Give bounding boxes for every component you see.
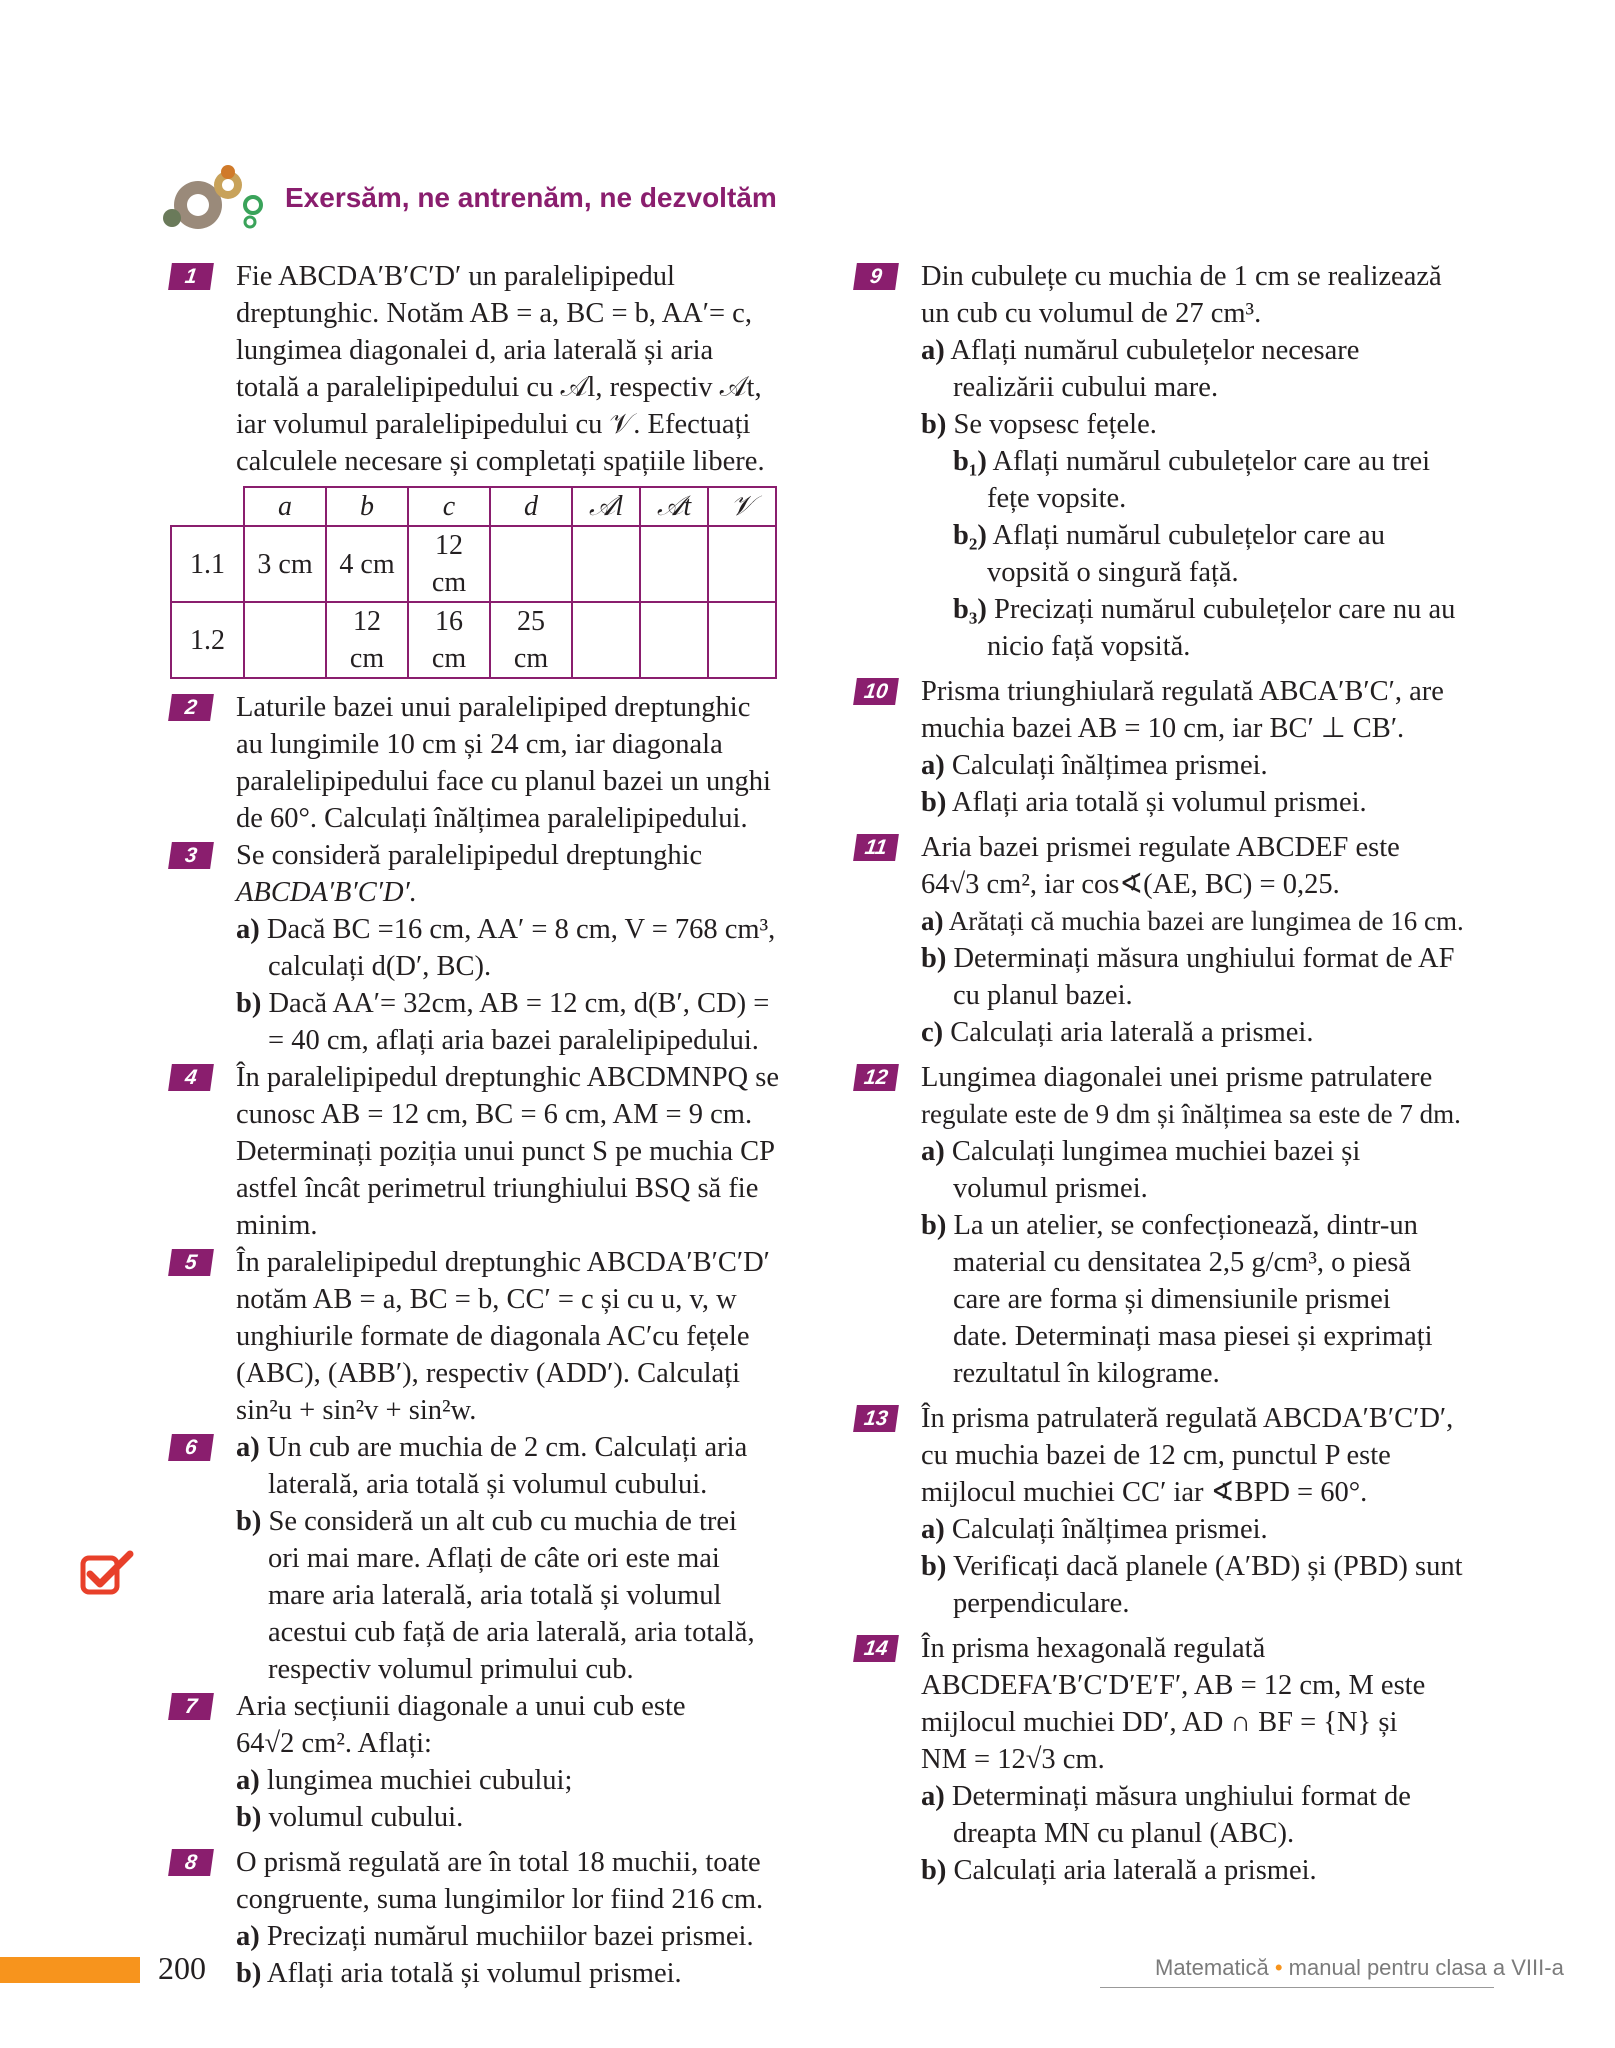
subpoint-text: Calculați înălțimea prismei. [951, 750, 1268, 781]
subpoint-text: Aflați numărul cubulețelor care au trei [992, 446, 1431, 477]
subpoint-text: ori mai mare. Aflați de câte ori este mai [268, 1543, 720, 1574]
table-cell [708, 526, 776, 602]
table-header-cell: 𝒜l [572, 487, 640, 526]
subpoint-label: b) [921, 787, 947, 818]
subpoint-text: Precizați numărul cubulețelor care nu au [994, 594, 1456, 625]
subpoint-label: a) [921, 335, 945, 366]
subpoint-text: Un cub are muchia de 2 cm. Calculați aria [266, 1432, 748, 1463]
subpoint-text: cu planul bazei. [953, 980, 1133, 1011]
table-header-cell: 𝒜t [640, 487, 708, 526]
exercise-text: Prisma triunghiulară regulată ABCA′B′C′, are [921, 676, 1444, 707]
exercise-3 [170, 837, 820, 1059]
book-title [1155, 1955, 1564, 1981]
subpoint-text: material cu densitatea 2,5 g/cm³, o piesă [953, 1247, 1412, 1278]
subpoint-text: Verificați dacă planele (A′BD) și (PBD) sunt [952, 1551, 1463, 1582]
exercise-number-badge: 12 [853, 1064, 899, 1091]
table-row [171, 602, 776, 678]
table-cell [640, 526, 708, 602]
subpoint-label: b₂) [953, 520, 987, 551]
subpoint-label: a) [236, 914, 260, 945]
footer-bar [0, 1957, 140, 1983]
subpoint-text: Arătați că muchia bazei are lungimea de 16 cm. [948, 906, 1464, 936]
exercise-text: regulate este de 9 dm și înălțimea sa este de 7 dm. [921, 1099, 1461, 1129]
subpoint-text: Calculați aria laterală a prismei. [953, 1855, 1317, 1886]
exercise-number-badge: 10 [853, 678, 899, 705]
subpoint-label: b) [921, 1855, 947, 1886]
exercise-number-badge: 8 [168, 1849, 214, 1876]
left-column [170, 258, 820, 1992]
subpoint-text: date. Determinați masa piesei și exprimați [953, 1321, 1433, 1352]
exercise-text: NM = 12√3 cm. [921, 1744, 1105, 1775]
subpoint-label: b) [921, 1210, 947, 1241]
subpoint-text: mare aria laterală, aria totală și volumul [268, 1580, 722, 1611]
exercise-text: O prismă regulată are în total 18 muchii, toate [236, 1847, 761, 1878]
table-cell [572, 602, 640, 678]
subpoint-text: volumul cubului. [268, 1802, 464, 1833]
subpoint-label: b₃) [953, 594, 987, 625]
subpoint-label: a) [921, 1136, 945, 1167]
exercise-number-badge: 9 [853, 263, 899, 290]
subpoint-label: b₁) [953, 446, 987, 477]
subpoint-label: b) [921, 1551, 947, 1582]
exercise-text: sin²u + sin²v + sin²w. [236, 1395, 477, 1426]
table-cell [490, 526, 572, 602]
subpoint-text: Calculați aria laterală a prismei. [950, 1017, 1314, 1048]
exercise-text: congruente, suma lungimilor lor fiind 216 cm. [236, 1884, 764, 1915]
exercise-number-badge: 6 [168, 1434, 214, 1461]
exercise-number-badge: 13 [853, 1405, 899, 1432]
exercise-1 [170, 258, 820, 480]
exercise-text: Aria secțiunii diagonale a unui cub este [236, 1691, 686, 1722]
exercise-text: 64√2 cm². Aflați: [236, 1728, 432, 1759]
table-cell: 3 cm [244, 526, 326, 602]
exercise-text: Determinați poziția unui punct S pe muchia CP [236, 1136, 776, 1167]
subpoint-text: perpendiculare. [953, 1588, 1130, 1619]
table-cell [572, 526, 640, 602]
exercise-text: Fie ABCDA′B′C′D′ un paralelipipedul [236, 261, 675, 292]
subpoint-label: b) [236, 988, 262, 1019]
page-number: 200 [158, 1950, 206, 1986]
table-cell [708, 602, 776, 678]
exercise-number-badge: 1 [168, 263, 214, 290]
table-cell: 1.1 [171, 526, 244, 602]
exercise-14 [855, 1630, 1495, 1889]
exercise-text: (ABC), (ABB′), respectiv (ADD′). Calculați [236, 1358, 740, 1389]
exercise-11 [855, 829, 1495, 1051]
exercise-text: Din cubulețe cu muchia de 1 cm se realizează [921, 261, 1442, 292]
exercise-text: În prisma hexagonală regulată [921, 1633, 1266, 1664]
exercise-number-badge: 4 [168, 1064, 214, 1091]
subpoint-text: lungimea muchiei cubului; [266, 1765, 573, 1796]
exercise-text: Se consideră paralelipipedul dreptunghic [236, 840, 703, 871]
exercise-text: unghiurile formate de diagonala AC′cu fețele [236, 1321, 750, 1352]
exercise-text: iar volumul paralelipipedului cu 𝒱. Efectuați [236, 409, 751, 440]
subpoint-text: rezultatul în kilograme. [953, 1358, 1220, 1389]
subpoint-text: Aflați numărul cubulețelor care au [992, 520, 1385, 551]
exercise-text: mijlocul muchiei DD′, AD ∩ BF = {N} și [921, 1707, 1398, 1738]
exercise-4 [170, 1059, 820, 1244]
exercise-text: calculele necesare și completați spațiile libere. [236, 446, 765, 477]
exercise-9 [855, 258, 1495, 665]
gears-icon [158, 160, 268, 245]
subpoint-label: b) [921, 409, 947, 440]
exercise-2 [170, 689, 820, 837]
table-header-cell: c [408, 487, 490, 526]
exercise-number-badge: 14 [853, 1635, 899, 1662]
subpoint-text: = 40 cm, aflați aria bazei paralelipipedului. [268, 1025, 759, 1056]
table-cell: 12 cm [326, 602, 408, 678]
subpoint-label: a) [236, 1765, 260, 1796]
subpoint-text: Determinați măsura unghiului format de [951, 1781, 1411, 1812]
subpoint-text: acestui cub față de aria laterală, aria totală, [268, 1617, 755, 1648]
right-column [855, 258, 1495, 1889]
subpoint-text: Aflați aria totală și volumul prismei. [266, 1958, 682, 1989]
table-cell [171, 487, 244, 526]
table-cell [640, 602, 708, 678]
subpoint-text: Calculați lungimea muchiei bazei și [951, 1136, 1361, 1167]
subpoint-text: Determinați măsura unghiului format de AF [953, 943, 1455, 974]
subpoint-label: a) [236, 1921, 260, 1952]
exercise-text: Laturile bazei unui paralelipiped dreptunghic [236, 692, 751, 723]
table-header-cell: 𝒱 [708, 487, 776, 526]
exercise-5 [170, 1244, 820, 1429]
subpoint-text: calculați d(D′, BC). [268, 951, 492, 982]
subpoint-label: a) [921, 906, 944, 936]
subpoint-text: La un atelier, se confecționează, dintr-un [953, 1210, 1418, 1241]
table-header-row [171, 487, 776, 526]
subpoint-label: a) [921, 750, 945, 781]
subpoint-label: a) [921, 1514, 945, 1545]
exercise-text: În prisma patrulateră regulată ABCDA′B′C′D′, [921, 1403, 1454, 1434]
exercise-text: paralelipipedului face cu planul bazei un unghi [236, 766, 771, 797]
subpoint-text: Aflați aria totală și volumul prismei. [951, 787, 1367, 818]
subpoint-text: Calculați înălțimea prismei. [951, 1514, 1268, 1545]
exercise-text: totală a paralelipipedului cu 𝒜l, respectiv 𝒜t, [236, 372, 762, 403]
exercise-text: astfel încât perimetrul triunghiului BSQ să fie [236, 1173, 759, 1204]
subpoint-text: realizării cubului mare. [953, 372, 1219, 403]
subpoint-label: b) [236, 1506, 262, 1537]
subpoint-text: Precizați numărul muchiilor bazei prismei. [266, 1921, 754, 1952]
table-cell: 12 cm [408, 526, 490, 602]
table-cell: 25 cm [490, 602, 572, 678]
exercise-number-badge: 11 [853, 834, 899, 861]
exercise-text: notăm AB = a, BC = b, CC′ = c și cu u, v, w [236, 1284, 737, 1315]
exercise-10 [855, 673, 1495, 821]
footer-divider [1100, 1987, 1494, 1988]
exercise-text: mijlocul muchiei CC′ iar ∢BPD = 60°. [921, 1477, 1368, 1508]
exercise-text: În paralelipipedul dreptunghic ABCDA′B′C′D′ [236, 1247, 770, 1278]
table-cell: 16 cm [408, 602, 490, 678]
table-cell: 4 cm [326, 526, 408, 602]
exercise-text: Lungimea diagonalei unei prisme patrulatere [921, 1062, 1433, 1093]
table-row [171, 526, 776, 602]
subpoint-label: b) [236, 1958, 262, 1989]
table-header-cell: a [244, 487, 326, 526]
table-header-cell: b [326, 487, 408, 526]
section-title: Exersăm, ne antrenăm, ne dezvoltăm [285, 182, 777, 213]
exercise-text: cunosc AB = 12 cm, BC = 6 cm, AM = 9 cm. [236, 1099, 753, 1130]
exercise-text: cu muchia bazei de 12 cm, punctul P este [921, 1440, 1391, 1471]
book-title-main: Matematică [1155, 1955, 1269, 1980]
subpoint-label: b) [236, 1802, 262, 1833]
exercise-text: de 60°. Calculați înălțimea paralelipipedului. [236, 803, 748, 834]
table-header-cell: d [490, 487, 572, 526]
exercise-text: ABCDA′B′C′D′. [236, 877, 417, 908]
exercise-number-badge: 2 [168, 694, 214, 721]
exercise-text: ABCDEFA′B′C′D′E′F′, AB = 12 cm, M este [921, 1670, 1426, 1701]
subpoint-text: volumul prismei. [953, 1173, 1148, 1204]
exercise-number-badge: 3 [168, 842, 214, 869]
subpoint-text: respectiv volumul primului cub. [268, 1654, 634, 1685]
subpoint-text: vopsită o singură față. [987, 557, 1239, 588]
subpoint-text: Se consideră un alt cub cu muchia de trei [268, 1506, 737, 1537]
subpoint-label: a) [921, 1781, 945, 1812]
subpoint-text: fețe vopsite. [987, 483, 1127, 514]
subpoint-text: Dacă AA′= 32cm, AB = 12 cm, d(B′, CD) = [268, 988, 770, 1019]
subpoint-label: a) [236, 1432, 260, 1463]
exercise-12 [855, 1059, 1495, 1392]
exercise-number-badge: 5 [168, 1249, 214, 1276]
bullet: • [1274, 1955, 1283, 1980]
subpoint-text: Aflați numărul cubulețelor necesare [950, 335, 1360, 366]
exercise-number-badge: 7 [168, 1693, 214, 1720]
table-cell: 1.2 [171, 602, 244, 678]
exercise-text: 64√3 cm², iar cos∢(AE, BC) = 0,25. [921, 869, 1340, 900]
exercise-text: minim. [236, 1210, 318, 1241]
exercise-text: În paralelipipedul dreptunghic ABCDMNPQ se [236, 1062, 780, 1093]
subpoint-text: nicio față vopsită. [987, 631, 1191, 662]
subpoint-text: Se vopsesc fețele. [953, 409, 1157, 440]
subpoint-text: dreapta MN cu planul (ABC). [953, 1818, 1295, 1849]
exercise-text: un cub cu volumul de 27 cm³. [921, 298, 1262, 329]
exercise-text: dreptunghic. Notăm AB = a, BC = b, AA′= c, [236, 298, 752, 329]
subpoint-text: laterală, aria totală și volumul cubului. [268, 1469, 708, 1500]
exercise-text: muchia bazei AB = 10 cm, iar BC′ ⊥ CB′. [921, 713, 1405, 744]
subpoint-text: Dacă BC =16 cm, AA′ = 8 cm, V = 768 cm³, [266, 914, 776, 945]
check-icon [80, 1550, 136, 1601]
data-table [170, 486, 777, 679]
exercise-13 [855, 1400, 1495, 1622]
subpoint-label: b) [921, 943, 947, 974]
subpoint-text: care are forma și dimensiunile prismei [953, 1284, 1391, 1315]
exercise-8 [170, 1844, 820, 1992]
exercise-6 [170, 1429, 820, 1688]
table-cell [244, 602, 326, 678]
exercise-text: lungimea diagonalei d, aria laterală și aria [236, 335, 714, 366]
book-subtitle: manual pentru clasa a VIII-a [1288, 1955, 1564, 1980]
exercise-7 [170, 1688, 820, 1836]
exercise-text: Aria bazei prismei regulate ABCDEF este [921, 832, 1400, 863]
exercise-text: au lungimile 10 cm și 24 cm, iar diagonala [236, 729, 723, 760]
subpoint-label: c) [921, 1017, 944, 1048]
